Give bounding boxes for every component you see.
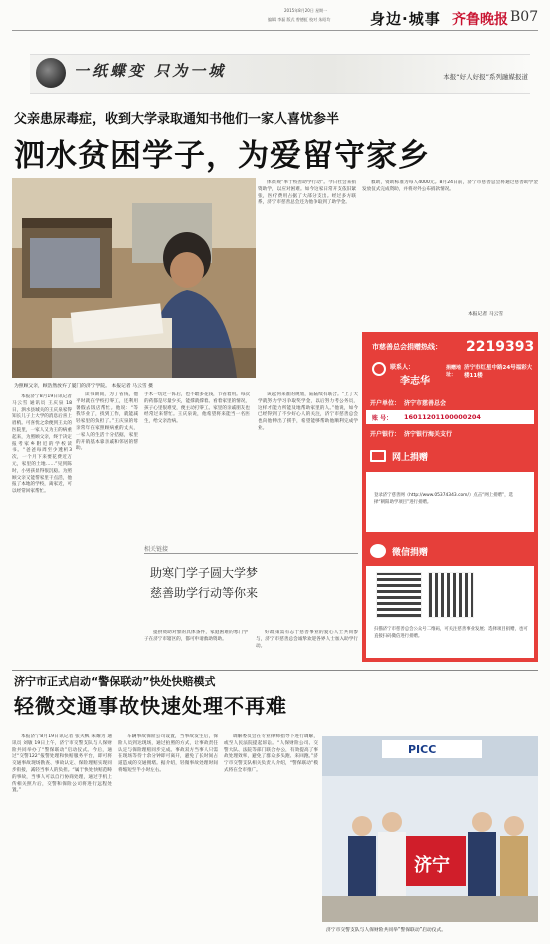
- hotline-label: 市慈善总会捐赠热线：: [372, 343, 442, 351]
- newspaper-logo: 齐鲁晚报: [452, 12, 508, 28]
- issue-date: 2015年8月20日 星期一: [284, 8, 328, 13]
- address-label: 捐赠地址：: [446, 365, 462, 378]
- staff-credits: 编辑 李磊 版式 曾德虹 校对 朱昭均: [268, 17, 331, 22]
- banner-note: 本报“好人好报”系列融媒报道: [443, 73, 528, 81]
- story1-col2b: 手术一切过一阵后，也不敢多花钱，节省着用。每次的药都是尽量少买，能撑就撑着。看着家里的情况，孩子心里很难受，便主动打零工。家里的亲戚朋友也经常过来帮忙。王庆泉说，他希望将来能当一名医生，给父亲治病。: [144, 392, 250, 425]
- story2-photo-caption: 济宁市交警支队与人保财险共同举“警保联动”启动仪式。: [326, 928, 447, 933]
- story1-col2: 读书期间，为了省钱，他平时就在学校打零工，还利用暑假去饭店帮忙。他说：“等我毕业了，找到工作，就能减轻家里的负担了。”王庆泉的母亲常年在家照顾病重的丈夫，一家人的生活十分拮据，家里的开销基本靠亲戚和邻居的帮助。: [76, 392, 138, 452]
- photo-boy-reading: [12, 178, 256, 378]
- donation-box: [362, 332, 538, 662]
- story2-photo: [322, 736, 538, 922]
- series-logo-icon: [36, 58, 66, 88]
- story2-headline: 轻微交通事故快速处理不再难: [14, 694, 287, 718]
- story1-subhead: 父亲患尿毒症，收到大学录取通知书他们一家人喜忧参半: [14, 112, 340, 127]
- story2-col2: 车辆事故保险公司设置，当事故发生后，保险人员到达现场，通过拍照的方式，让事故责任认定与保险理赔同步完成。事故双方当事人只需在现场等待十余分钟即可离开，避免了长时间占道造成的交通拥堵。据介绍，轻微事故处理时间将缩短至半小时左右。: [118, 734, 218, 773]
- photo-launch-ceremony: [322, 736, 538, 922]
- bank-label: 开户银行：: [370, 431, 401, 438]
- story1-col5: 救助，资助标准为每人4000元。8月24日前，济宁市慈善总会将通过慈善助学金发放仪式完成资助，并将对外公布捐款情况。: [362, 180, 538, 192]
- related-body-2: 好政策需有志于慈善事业的爱心人士共同参与，济宁市慈善总会诚挚欢迎各界人士加入助学行动。: [256, 630, 358, 649]
- address-value: 济宁市红星中路24号福彩大楼11楼: [464, 365, 533, 379]
- story1-photo-caption: 为照顾父亲，顾浩然放弃了厦门的济宁学院。 本报记者 马云雪 摄: [14, 384, 153, 389]
- story1-headline: 泗水贫困学子，为爱留守家乡: [14, 138, 430, 174]
- wechat-title: 微信捐赠: [392, 548, 429, 558]
- story1-reporter: 本报记者 马云雪: [468, 312, 504, 317]
- story2-subhead: 济宁市正式启动“警保联动”快处快赔模式: [14, 675, 216, 688]
- story2-col1: 本报济宁8月19日讯记者 张夫枫 朱耀为 通讯员 刘敏 19日上午，济宁市交警支队与人保财险共同举办了“警保联动”启动仪式。今后，通过“交警122”报警处理和快赔服务平台，即可将交通事故现场勘查、事故认定、保险理赔实现同步衔接，减轻当事人的负担。“属于快处快赔范畴的事故，当事人可以自行协商处理，通过手机上传相关照片后，交警和保险公司将进行远程处置。”: [12, 734, 112, 794]
- online-icon: [370, 450, 386, 462]
- bank-unit: 济宁市慈善总会: [404, 400, 447, 407]
- related-link-box: [144, 544, 358, 628]
- related-body-1: 提供资助对象的具体条件，家庭困难的寒门学子在济宁市辖区的，都可申请救助资助。: [144, 630, 248, 642]
- hotline-number: 2219393: [466, 339, 535, 355]
- page-number: B07: [510, 9, 539, 25]
- online-title: 网上捐赠: [392, 453, 429, 463]
- contact-icon: [372, 362, 386, 376]
- svg-text:济宁: 济宁: [414, 855, 450, 876]
- banner-slogan: 一纸蝶变 只为一城: [74, 62, 227, 80]
- related-title-1: 助寒门学子圆大学梦: [150, 566, 259, 580]
- story1-col4: 体贫规”率于校善助学行动”。今日社会来捐资助学，以应对困难。如今这家日常开支依旧紧张，医疗费用占据了大部分支出。经过多方联系，济宁市慈善总会还为他争取到了助学金。: [258, 180, 356, 206]
- wechat-text: 扫描济宁市慈善总会公众号二维码，可关注慈善事业发展；选择项目捐赠，也可直接扫码微信进行捐赠。: [374, 627, 528, 639]
- section-name: 身边·城事: [370, 10, 441, 28]
- svg-text:PICC: PICC: [408, 743, 437, 756]
- related-title-2: 慈善助学行动等你来: [150, 586, 259, 600]
- qr-code-icon: [376, 572, 422, 618]
- account-label: 账 号：: [372, 415, 393, 422]
- story1-col1: 本报济宁8月19日讯记者 马云雪 通讯员 王庆泉 18日，泗水县城关的王庆泉家得知长儿子上大学的消息后喜上眉梢。可喜忧之余便到王太的医院里，一家人又为王的病重起来，为照顾父亲，终于决定报考家乡附近的学校读书。“爸爸每周至少透析3次，一个月下来要花费近万元，家里的土地……”见到陈时，小男孩显得很沉稳。为照顾父亲又能帮家里干点活，他报了本地的学校，离家近，可以经常回家帮忙。: [12, 394, 72, 495]
- section-rule: [12, 670, 538, 671]
- story1-col3: 该起何来准的规划，陆陆续有联合。“上了大学就努力学习争取奖学金，以后努力考公务员，这样才能力所能及地帮助家里的人。”他说，如今已经得到了不少好心人的关注，济宁市慈善总会也向他伸出了援手，希望能够帮助他顺利完成学业。: [258, 392, 358, 431]
- wechat-icon: [370, 544, 386, 558]
- related-tag: 相关链接: [144, 544, 358, 554]
- bank-name: 济宁银行海关支行: [404, 431, 453, 438]
- story2-col3: 调解委员会在专业律师指导下进行调解，或至人民法院提起诉讼。“人保财险公司、交警大队、法院等部门联合办公，有效提高了事故处理效率，避免了群众多头跑、来回跑。”济宁市交警支队相关负责人介绍，“警保联动”模式将在全市推广。: [224, 734, 318, 773]
- contact-label: 联系人：: [390, 364, 415, 371]
- contact-name: 李志华: [400, 376, 430, 387]
- online-text: 登录济宁慈善网（http://www.05374343.com/）点击“网上捐赠”，选择“朝阳助学项目”进行捐赠。: [374, 493, 514, 505]
- header-rule: [12, 30, 538, 31]
- bank-unit-label: 开户单位：: [370, 400, 401, 407]
- qr-code-icon-2: [428, 572, 474, 618]
- story1-photo: [12, 178, 256, 378]
- account-number: 16011201100000204: [404, 413, 481, 421]
